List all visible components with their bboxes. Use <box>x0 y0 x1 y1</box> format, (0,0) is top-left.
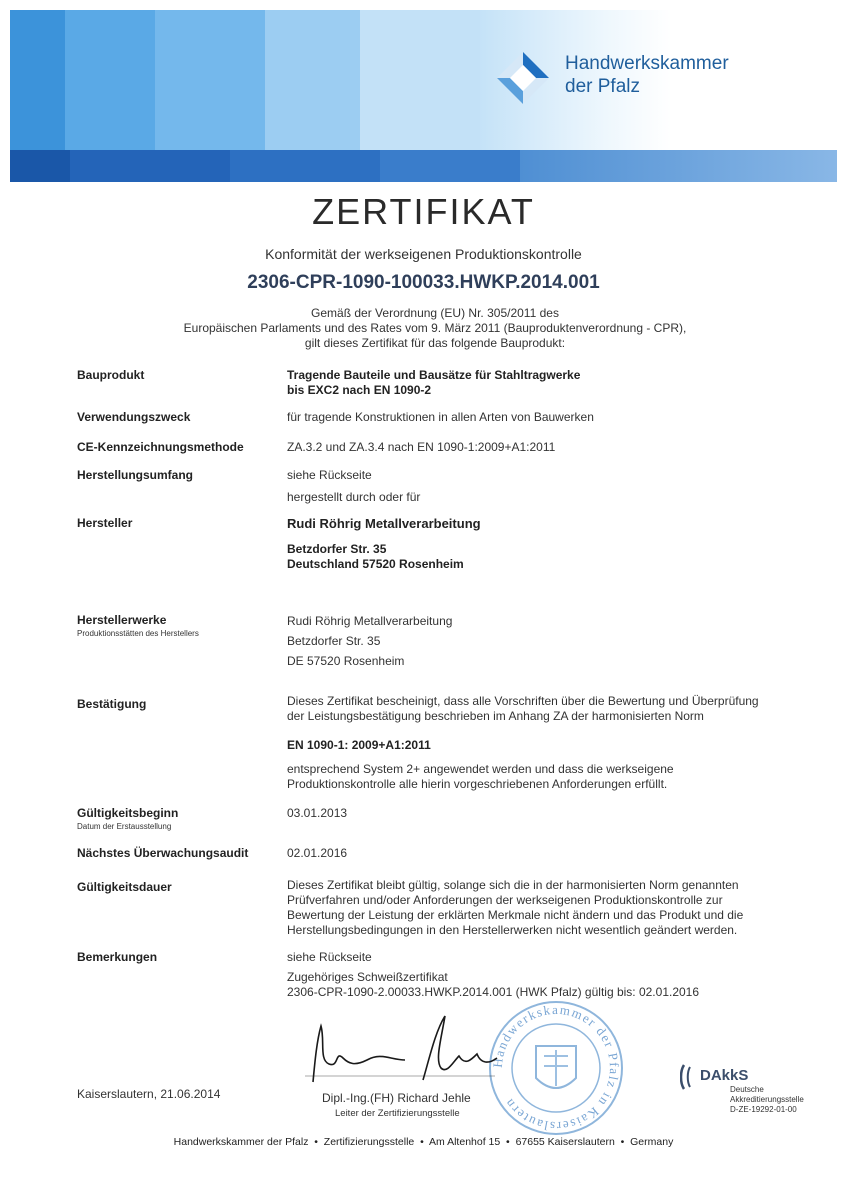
label-herstellerwerke: Herstellerwerke <box>77 613 167 627</box>
value-line: Dieses Zertifikat bleibt gültig, solange sich die in der harmonisierten Norm genannten <box>287 878 739 892</box>
value-line: Dieses Zertifikat bescheinigt, dass alle Vorschriften über die Bewertung und Überprüfung <box>287 694 759 708</box>
value-line: Betzdorfer Str. 35 <box>287 542 387 556</box>
value-bemerkungen-2 <box>287 970 807 1000</box>
signer-name: Dipl.-Ing.(FH) Richard Jehle <box>322 1091 471 1105</box>
chamber-name-line2: der Pfalz <box>565 76 640 97</box>
value-line: Betzdorfer Str. 35 <box>287 634 381 648</box>
value-line: Zugehöriges Schweißzertifikat <box>287 970 448 984</box>
value-bauprodukt <box>287 368 580 398</box>
dakks-mark <box>680 1063 820 1123</box>
value-gueltigkeitsbeginn: 03.01.2013 <box>287 806 348 820</box>
value-bestaetigung-norm: EN 1090-1: 2009+A1:2011 <box>287 738 431 752</box>
document-title: ZERTIFIKAT <box>312 191 535 232</box>
label-ce-methode: CE-Kennzeichnungsmethode <box>77 440 244 454</box>
value-bestaetigung <box>287 694 807 724</box>
value-line: 2306-CPR-1090-2.00033.HWKP.2014.001 (HWK Pfalz) gültig bis: 02.01.2016 <box>287 985 700 999</box>
signature-scribble <box>295 1010 515 1090</box>
intro-line: Gemäß der Verordnung (EU) Nr. 305/2011 des <box>311 306 559 320</box>
signature-place-date: Kaiserslautern, 21.06.2014 <box>77 1087 221 1101</box>
value-line: Deutschland 57520 Rosenheim <box>287 557 464 571</box>
value-line: Rudi Röhrig Metallverarbeitung <box>287 614 453 628</box>
dakks-line: Deutsche <box>730 1085 764 1094</box>
value-line: der Leistungsbestätigung beschrieben im Anhang ZA der harmonisierten Norm <box>287 709 704 723</box>
label-bestaetigung: Bestätigung <box>77 697 147 711</box>
chamber-name-line1: Handwerkskammer <box>565 53 729 74</box>
label-bemerkungen: Bemerkungen <box>77 950 158 964</box>
value-herstellungsumfang-2: hergestellt durch oder für <box>287 490 421 504</box>
dakks-line: D-ZE-19292-01-00 <box>730 1105 797 1114</box>
value-line: bis EXC2 nach EN 1090-2 <box>287 383 432 397</box>
sublabel-gueltigkeitsbeginn: Datum der Erstausstellung <box>77 822 172 831</box>
value-hersteller-name: Rudi Röhrig Metallverarbeitung <box>287 516 481 531</box>
dakks-line: Akkreditierungsstelle <box>730 1095 804 1104</box>
value-ce-methode: ZA.3.2 und ZA.3.4 nach EN 1090-1:2009+A1:2011 <box>287 440 556 454</box>
intro-line: Europäischen Parlaments und des Rates vom 9. März 2011 (Bauproduktenverordnung - CPR), <box>183 321 687 335</box>
label-hersteller: Hersteller <box>77 516 133 530</box>
value-herstellerwerke <box>287 611 452 671</box>
certificate-number: 2306-CPR-1090-100033.HWKP.2014.001 <box>247 272 600 293</box>
label-herstellungsumfang: Herstellungsumfang <box>77 468 194 482</box>
value-herstellungsumfang: siehe Rückseite <box>287 468 372 482</box>
intro-text <box>0 306 847 351</box>
dakks-details <box>730 1085 804 1115</box>
dakks-name: DAkkS <box>700 1067 749 1084</box>
banner-strip <box>10 150 837 182</box>
page-footer: Handwerkskammer der Pfalz • Zertifizierungsstelle • Am Altenhof 15 • 67655 Kaiserslautern • Germany <box>173 1136 674 1148</box>
signer-role: Leiter der Zertifizierungsstelle <box>335 1108 460 1119</box>
value-bemerkungen: siehe Rückseite <box>287 950 372 964</box>
value-bestaetigung-2 <box>287 762 807 792</box>
sublabel-herstellerwerke: Produktionsstätten des Herstellers <box>77 629 199 638</box>
label-gueltigkeitsbeginn: Gültigkeitsbeginn <box>77 806 179 820</box>
label-verwendungszweck: Verwendungszweck <box>77 410 191 424</box>
value-naechstes-audit: 02.01.2016 <box>287 846 348 860</box>
value-line: DE 57520 Rosenheim <box>287 654 405 668</box>
intro-line: gilt dieses Zertifikat für das folgende Bauprodukt: <box>304 336 566 350</box>
value-line: entsprechend System 2+ angewendet werden und dass die werkseigene <box>287 762 674 776</box>
value-line: Tragende Bauteile und Bausätze für Stahltragwerke <box>287 368 581 382</box>
label-naechstes-audit: Nächstes Überwachungsaudit <box>77 846 249 860</box>
value-line: Prüfverfahren und/oder Anforderungen der werkseigenen Produktionskontrolle zur <box>287 893 723 907</box>
value-line: Produktionskontrolle alle hierin vorgeschriebenen Anforderungen erfüllt. <box>287 777 668 791</box>
stamp-text: Handwerkskammer der Pfalz in Kaiserslautern <box>489 1001 623 1135</box>
value-hersteller-address <box>287 542 464 572</box>
chamber-logo-icon <box>493 48 553 108</box>
banner-blocks <box>10 10 480 150</box>
label-gueltigkeitsdauer: Gültigkeitsdauer <box>77 880 172 894</box>
value-gueltigkeitsdauer <box>287 878 807 938</box>
value-verwendungszweck: für tragende Konstruktionen in allen Arten von Bauwerken <box>287 410 594 424</box>
chamber-name <box>565 52 729 98</box>
label-bauprodukt: Bauprodukt <box>77 368 145 382</box>
document-subtitle: Konformität der werkseigenen Produktionskontrolle <box>265 246 582 262</box>
value-line: Bewertung der Leistung der erklärten Merkmale nicht ändern und das Produkt und die <box>287 908 744 922</box>
value-line: Herstellungsbedingungen in den Herstellerwerken nicht wesentlich geändert werden. <box>287 923 738 937</box>
